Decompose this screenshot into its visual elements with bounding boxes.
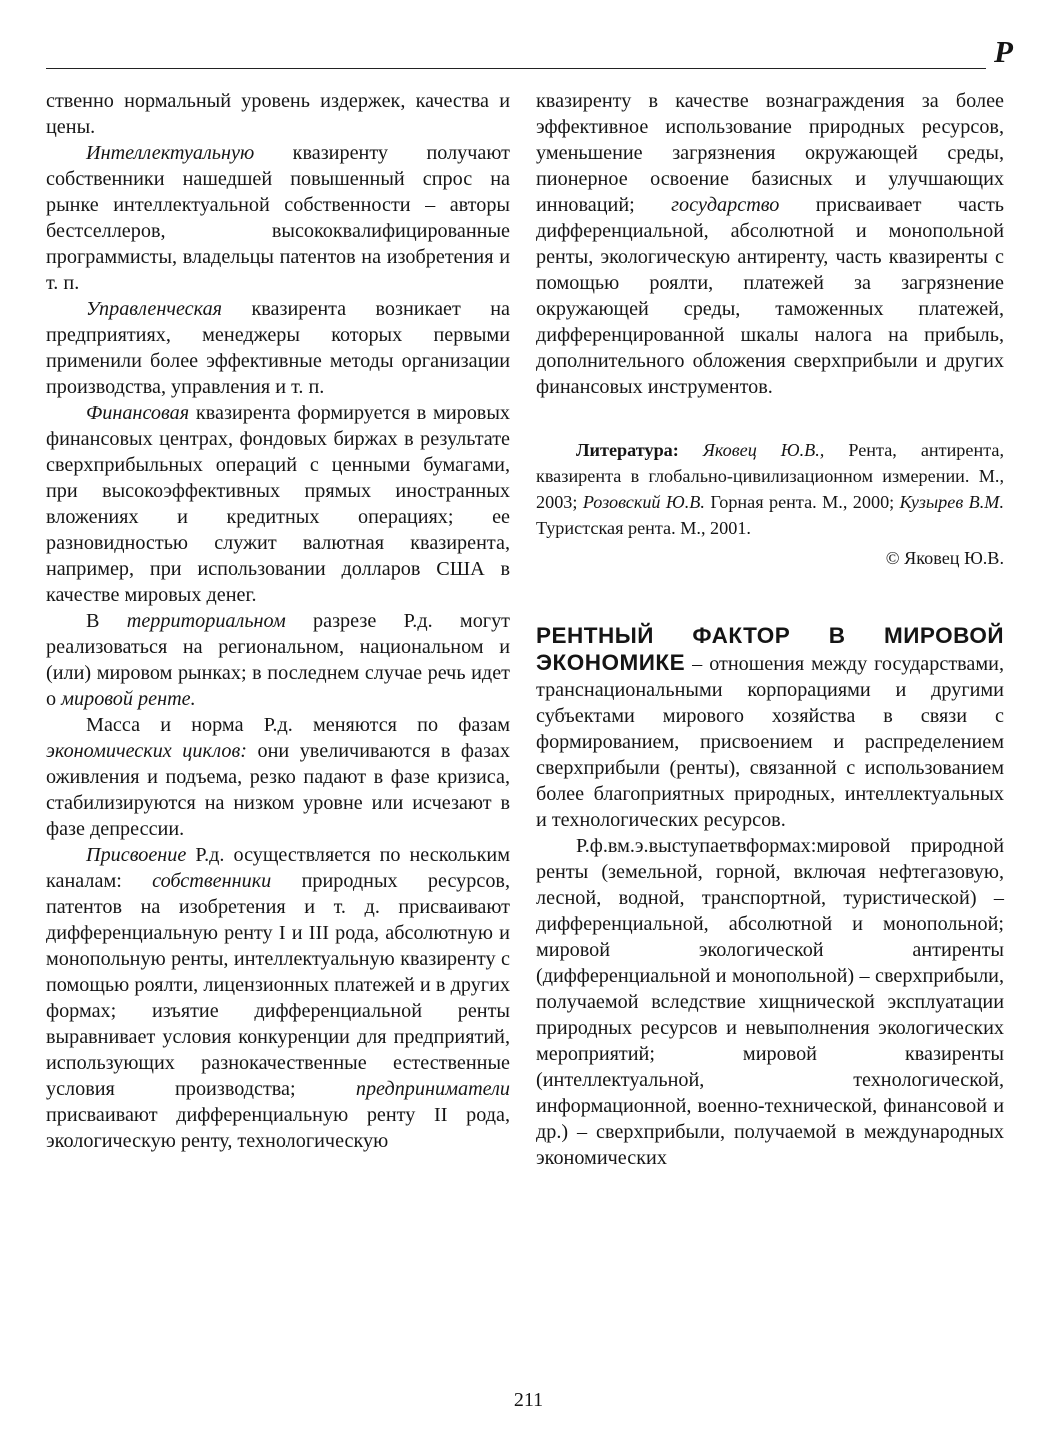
literature-label: Литература: [576, 440, 679, 460]
header-rule [46, 68, 986, 69]
author: Кузырев В.М. [899, 492, 1005, 512]
emphasis: собственники [152, 870, 272, 892]
paragraph-managerial-quasirent: Управленческая квазирента возникает на предприятиях, менеджеры которых первыми применили более эффективные методы организации производства, управления и т. п. [46, 298, 510, 398]
emphasis: территориальном [126, 610, 286, 632]
paragraph-appropriation: Присвоение Р.д. осуществляется по нескольким каналам: собственники природных ресурсов, патентов на изобретения и т. д. присваивают дифференциальную ренту I и III рода, абсолютную и монопольную ренты, интеллектуальную квазиренту с помощью роялти, лицензионных платежей и в других формах; изъятие дифференциальной ренты выравнивает условия конкуренции для предприятий, использующих разнокачественные естественные условия производства; предприниматели присваивают дифференциальную ренту II рода, экологическую ренту, технологическую [46, 844, 510, 1152]
paragraph-cycles: Масса и норма Р.д. меняются по фазам экономических циклов: они увеличиваются в фазах оживления и подъема, резко падают в фазе кризиса, стабилизируются на низком уровне или исчезают в фазе депрессии. [46, 714, 510, 840]
paragraph: квазиренту в качестве вознаграждения за более эффективное использование природных ресурсов, уменьшение загрязнения окружающей среды, пионерное освоение базисных и улучшающих инноваций; государство присваивает часть дифференциальной, абсолютной и монопольной ренты, экологическую антиренту, часть квазиренты с помощью роялти, платежей за загрязнение окружающей среды, таможенных платежей, дифференцированной шкалы налога на прибыль, дополнительного обложения сверхприбыли и других финансовых инструментов. [536, 90, 1004, 398]
paragraph-forms: Р.ф.вм.э.выступаетвформах:мировой природной ренты (земельной, горной, включая нефтегазовую, лесной, водной, транспортной, туристической) – дифференциальной, абсолютной и монопольной; мировой экологической антиренты (дифференциальной и монопольной) – сверхприбыли, получаемой вследствие хищнической эксплуатации природных ресурсов и невыполнения экологических мероприятий; мировой квазиренты (интеллектуальной, технологической, информационной, военно-технической, финансовой и др.) – сверхприбыли, получаемой в международных экономических [536, 835, 1004, 1169]
entry-headword: РЕНТНЫЙ ФАКТОР В МИРОВОЙ ЭКОНОМИКЕ [536, 623, 1004, 675]
paragraph-territorial: В территориальном разрезе Р.д. могут реализоваться на региональном, национальном и (или) мировом рынках; в последнем случае речь идет о мировой ренте. [46, 610, 510, 710]
entry-definition: – отношения между государствами, транснациональными корпорациями и другими субъектами мирового хозяйства в связи с формированием, присвоением и распределением сверхприбыли (ренты), связанной с использованием более благоприятных природных, интеллектуальных и технологических ресурсов. [536, 653, 1004, 831]
emphasis: мировой ренте. [61, 688, 196, 710]
dictionary-entry [536, 623, 1004, 833]
literature-references: Литература: Яковец Ю.В., Рента, антирента, квазирента в глобально-цивилизационном измерении. М., 2003; Розовский Ю.В. Горная рента. М., 2000; Кузырев В.М. Туристская рента. М., 2001. [536, 440, 1005, 538]
paragraph-intellectual-quasirent: Интеллектуальную квазиренту получают собственники нашедшей повышенный спрос на рынке интеллектуальной собственности – авторы бестселлеров, высококвалифицированные программисты, владельцы патентов на изобретения и т. п. [46, 142, 510, 294]
copyright-line: © Яковец Ю.В. [885, 548, 1004, 568]
emphasis: Присвоение [86, 844, 187, 866]
emphasis: экономических циклов: [46, 740, 247, 762]
page-number: 211 [513, 1389, 544, 1411]
left-column [46, 88, 510, 1154]
author: Розовский Ю.В. [582, 492, 705, 512]
emphasis: Финансовая [86, 402, 190, 424]
author: Яковец Ю.В., [702, 440, 825, 460]
paragraph-financial-quasirent: Финансовая квазирента формируется в мировых финансовых центрах, фондовых биржах в результате сверхприбыльных операций с ценными бумагами, при высокоэффективных прямых иностранных вложениях и кредитных операциях; ее разновидностью служит валютная квазирента, например, при использовании долларов США в качестве мировых денег. [46, 402, 510, 606]
emphasis: Интеллектуальную [86, 142, 255, 164]
paragraph: ственно нормальный уровень издержек, качества и цены. [46, 90, 510, 138]
emphasis: государство [671, 194, 780, 216]
emphasis: предприниматели [355, 1078, 510, 1100]
emphasis: Управленческая [86, 298, 223, 320]
right-column [536, 88, 1004, 1171]
section-letter: Р [994, 34, 1013, 69]
